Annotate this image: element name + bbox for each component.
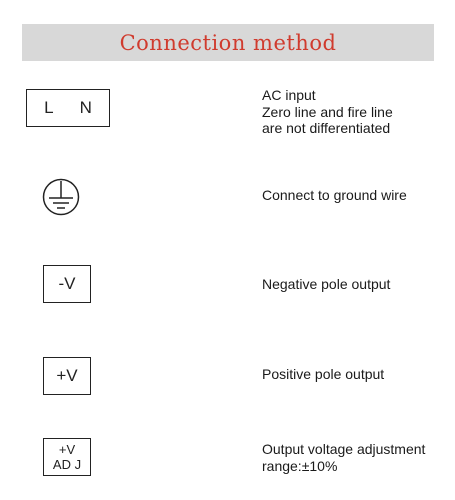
voltage-adjust-description bbox=[262, 441, 425, 474]
negative-pole-description bbox=[262, 276, 390, 293]
positive-terminal-symbol bbox=[43, 357, 91, 395]
terminal-label-neg-v: -V bbox=[58, 274, 76, 293]
description-line: Positive pole output bbox=[262, 366, 385, 382]
description-line: are not differentiated bbox=[262, 120, 391, 136]
terminal-label-adj: AD J bbox=[52, 457, 82, 472]
description-line: Connect to ground wire bbox=[262, 187, 407, 203]
positive-pole-description bbox=[262, 366, 384, 383]
description-line: AC input bbox=[262, 87, 316, 103]
ac-input-terminal-symbol bbox=[26, 89, 110, 127]
voltage-adjust-terminal-symbol bbox=[43, 438, 91, 476]
page-title: Connection method bbox=[119, 30, 337, 55]
ground-icon bbox=[41, 177, 81, 217]
ground-description bbox=[262, 187, 407, 204]
description-line: Zero line and fire line bbox=[262, 103, 393, 120]
negative-terminal-symbol bbox=[43, 265, 91, 303]
terminal-label-n: N bbox=[79, 98, 92, 117]
terminal-label-pos-v: +V bbox=[56, 366, 78, 385]
ac-input-description bbox=[262, 87, 393, 137]
title-bar bbox=[22, 24, 434, 61]
description-line: Output voltage adjustment bbox=[262, 441, 426, 457]
description-line: Negative pole output bbox=[262, 276, 391, 292]
description-line: range:±10% bbox=[262, 457, 338, 474]
terminal-label-adj-v: +V bbox=[58, 442, 76, 457]
terminal-label-l: L bbox=[44, 98, 54, 117]
